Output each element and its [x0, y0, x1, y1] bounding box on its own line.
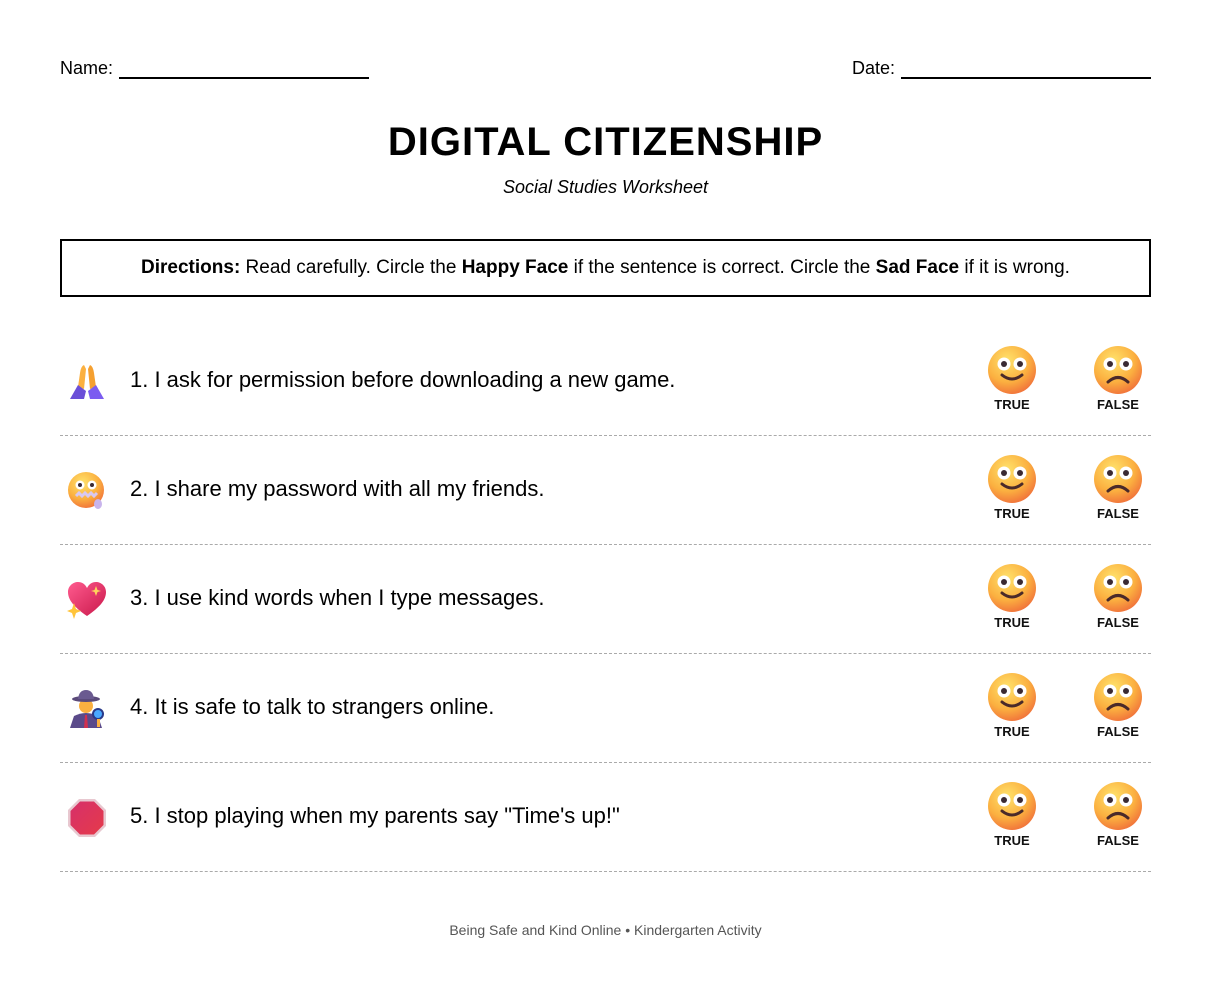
directions-text	[141, 257, 1070, 279]
true-option[interactable]	[977, 672, 1047, 739]
false-label: FALSE	[1097, 724, 1139, 739]
sparkling-heart-icon	[66, 579, 108, 621]
happy-face-icon[interactable]	[987, 454, 1037, 504]
directions-part: if the sentence is correct. Circle the	[568, 257, 876, 278]
false-label: FALSE	[1097, 615, 1139, 630]
date-field	[852, 58, 1151, 79]
detective-icon	[66, 688, 108, 730]
name-field	[60, 58, 369, 79]
directions-part: Read carefully. Circle the	[240, 257, 462, 278]
happy-face-icon[interactable]	[987, 781, 1037, 831]
directions-label: Directions:	[141, 257, 241, 278]
date-blank-line	[901, 61, 1151, 79]
page-footer: Being Safe and Kind Online • Kindergarten Activity	[449, 922, 762, 938]
false-option[interactable]	[1083, 781, 1153, 848]
directions-part: if it is wrong.	[959, 257, 1070, 278]
sad-face-icon[interactable]	[1093, 781, 1143, 831]
true-label: TRUE	[994, 724, 1030, 739]
sad-face-icon[interactable]	[1093, 672, 1143, 722]
question-row	[60, 327, 1151, 436]
question-text: 1. I ask for permission before downloading a new game.	[130, 367, 676, 392]
question-text: 3. I use kind words when I type messages.	[130, 585, 545, 610]
false-option[interactable]	[1083, 454, 1153, 521]
happy-face-icon[interactable]	[987, 672, 1037, 722]
true-label: TRUE	[994, 615, 1030, 630]
false-option[interactable]	[1083, 672, 1153, 739]
directions-box	[60, 239, 1151, 297]
true-label: TRUE	[994, 397, 1030, 412]
sad-face-term: Sad Face	[875, 257, 960, 278]
true-option[interactable]	[977, 781, 1047, 848]
happy-face-icon[interactable]	[987, 563, 1037, 613]
true-option[interactable]	[977, 563, 1047, 630]
question-text: 2. I share my password with all my friends.	[130, 476, 545, 501]
sad-face-icon[interactable]	[1093, 563, 1143, 613]
question-row	[60, 763, 1151, 872]
question-row	[60, 436, 1151, 545]
question-text: 5. I stop playing when my parents say "Time's up!"	[130, 803, 620, 828]
question-row	[60, 654, 1151, 763]
zipper-mouth-face-icon	[66, 470, 108, 512]
sad-face-icon[interactable]	[1093, 454, 1143, 504]
stop-sign-icon	[66, 797, 108, 839]
true-label: TRUE	[994, 506, 1030, 521]
folded-hands-icon	[66, 361, 108, 403]
true-option[interactable]	[977, 454, 1047, 521]
false-option[interactable]	[1083, 345, 1153, 412]
sad-face-icon[interactable]	[1093, 345, 1143, 395]
false-label: FALSE	[1097, 833, 1139, 848]
true-option[interactable]	[977, 345, 1047, 412]
happy-face-icon[interactable]	[987, 345, 1037, 395]
header-row	[60, 58, 1151, 82]
name-blank-line	[119, 61, 369, 79]
page-title: DIGITAL CITIZENSHIP	[387, 120, 824, 164]
page-subtitle: Social Studies Worksheet	[502, 177, 709, 197]
question-row	[60, 545, 1151, 654]
name-label: Name:	[60, 58, 114, 78]
false-label: FALSE	[1097, 397, 1139, 412]
question-text: 4. It is safe to talk to strangers online.	[130, 694, 495, 719]
false-label: FALSE	[1097, 506, 1139, 521]
false-option[interactable]	[1083, 563, 1153, 630]
date-label: Date:	[851, 58, 895, 78]
true-label: TRUE	[994, 833, 1030, 848]
happy-face-term: Happy Face	[461, 257, 569, 278]
question-list	[60, 327, 1151, 872]
